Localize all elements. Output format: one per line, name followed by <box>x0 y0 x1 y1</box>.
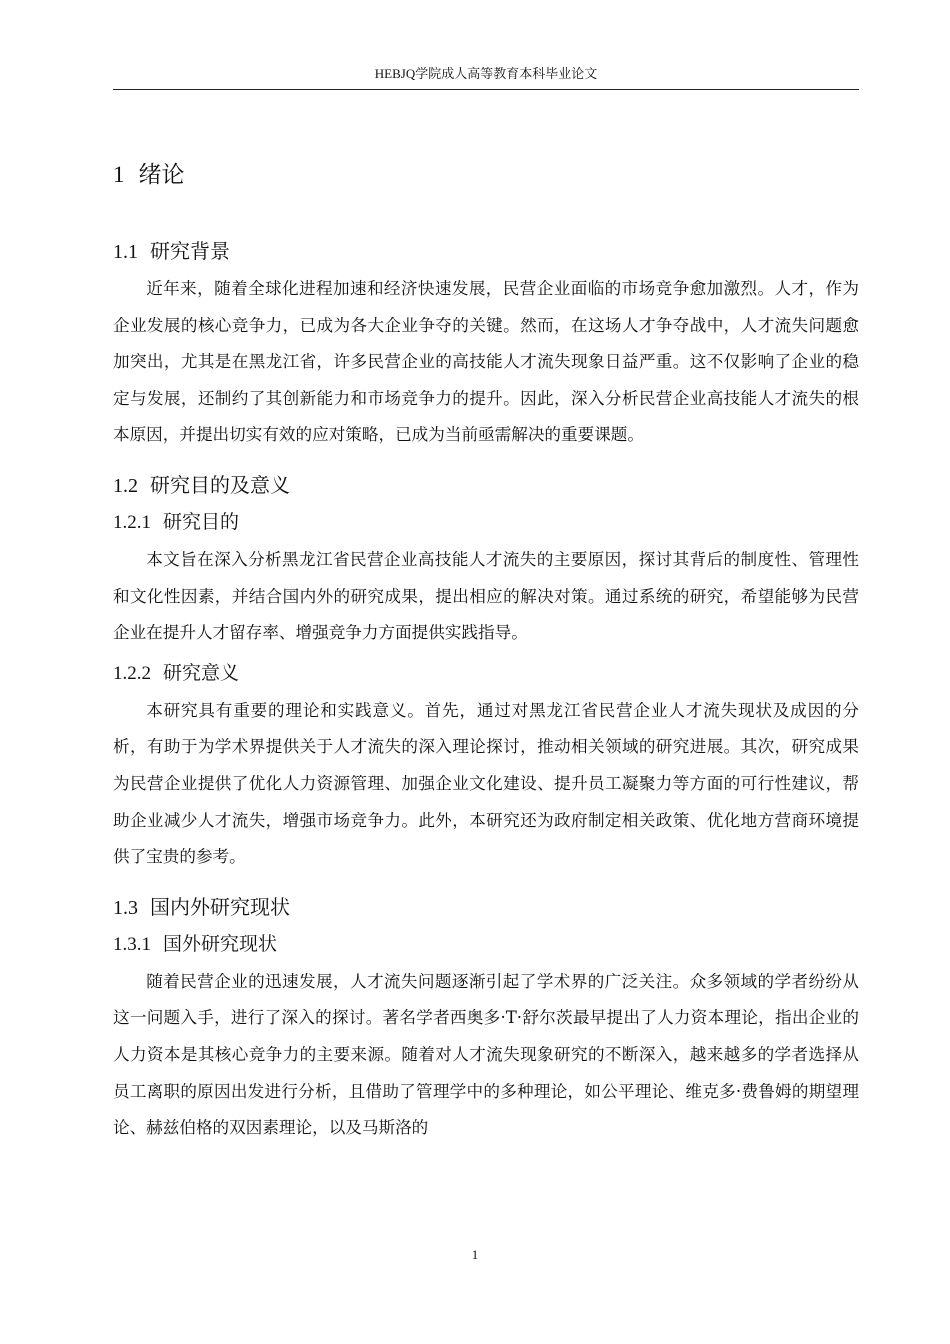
section-title-text: 国内外研究现状 <box>150 894 290 919</box>
paper-body <box>113 100 859 1147</box>
page-number: 1 <box>471 1247 479 1262</box>
subsection-heading-1-3-1 <box>113 929 859 960</box>
chapter-title-text: 绪论 <box>138 162 185 188</box>
section-number: 1.1 <box>113 241 138 263</box>
section-heading-1-2 <box>113 470 859 501</box>
paragraph-research-background: 近年来，随着全球化进程加速和经济快速发展，民营企业面临的市场竞争愈加激烈。人才，作为企业发展的核心竞争力，已成为各大企业争夺的关键。然而，在这场人才争夺战中，人才流失问题愈加突出，尤其是在黑龙江省，许多民营企业的高技能人才流失现象日益严重。这不仅影响了企业的稳定与发展，还制约了其创新能力和市场竞争力的提升。因此，深入分析民营企业高技能人才流失的根本原因，并提出切实有效的应对策略，已成为当前亟需解决的重要课题。 <box>113 279 859 445</box>
section-title-text: 研究背景 <box>150 239 230 263</box>
section-title-text: 研究目的及意义 <box>150 472 290 497</box>
subsection-heading-1-2-1 <box>113 507 859 538</box>
section-number: 1.2 <box>113 474 138 497</box>
chapter-number: 1 <box>113 162 125 187</box>
subsection-heading-1-2-2 <box>113 658 859 689</box>
subsection-number: 1.2.2 <box>113 662 151 684</box>
header-text: HEBJQ学院成人高等教育本科毕业论文 <box>374 66 598 81</box>
subsection-title-text: 研究目的 <box>163 510 240 533</box>
page-header <box>113 63 859 90</box>
subsection-number: 1.3.1 <box>113 933 151 955</box>
subsection-title-text: 研究意义 <box>163 661 240 684</box>
paragraph-foreign-research: 随着民营企业的迅速发展，人才流失问题逐渐引起了学术界的广泛关注。众多领域的学者纷纷从这一问题入手，进行了深入的探讨。著名学者西奥多·T·舒尔茨最早提出了人力资本理论，指出企业的人力资本是其核心竞争力的主要来源。随着对人才流失现象研究的不断深入，越来越多的学者选择从员工离职的原因出发进行分析，且借助了管理学中的多种理论，如公平理论、维克多·费鲁姆的期望理论、赫兹伯格的双因素理论，以及马斯洛的 <box>113 971 859 1138</box>
section-number: 1.3 <box>113 896 138 919</box>
section-heading-1-1 <box>113 236 859 267</box>
subsection-number: 1.2.1 <box>113 511 151 533</box>
chapter-title <box>113 158 859 192</box>
subsection-title-text: 国外研究现状 <box>163 932 278 955</box>
section-heading-1-3 <box>113 892 859 923</box>
paragraph-research-purpose: 本文旨在深入分析黑龙江省民营企业高技能人才流失的主要原因，探讨其背后的制度性、管理性和文化性因素，并结合国内外的研究成果，提出相应的解决对策。通过系统的研究，希望能够为民营企业在提升人才留存率、增强竞争力方面提供实践指导。 <box>113 549 859 643</box>
paragraph-research-significance: 本研究具有重要的理论和实践意义。首先，通过对黑龙江省民营企业人才流失现状及成因的分析，有助于为学术界提供关于人才流失的深入理论探讨，推动相关领域的研究进展。其次，研究成果为民营企业提供了优化人力资源管理、加强企业文化建设、提升员工凝聚力等方面的可行性建议，帮助企业减少人才流失，增强市场竞争力。此外，本研究还为政府制定相关政策、优化地方营商环境提供了宝贵的参考。 <box>113 700 859 867</box>
